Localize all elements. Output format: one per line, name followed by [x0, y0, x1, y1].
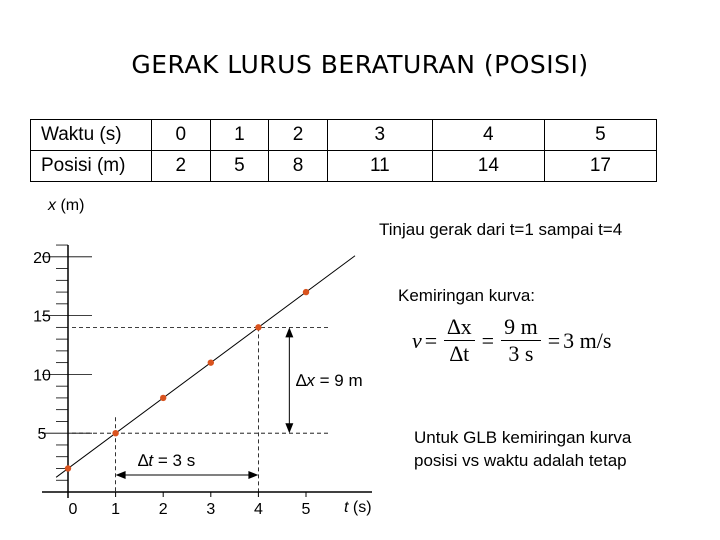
fraction-numerator: 9 m — [501, 314, 541, 341]
delta-symbol: ∆ — [138, 451, 149, 470]
delta-x-label — [296, 371, 363, 391]
table-cell: 2 — [269, 120, 328, 151]
table-cell: 1 — [210, 120, 269, 151]
y-tick-label: 15 — [33, 308, 51, 326]
velocity-symbol: v — [412, 327, 422, 353]
table-cell: 3 — [327, 120, 432, 151]
note-line: Untuk GLB kemiringan kurva — [414, 428, 632, 447]
data-point — [112, 430, 118, 436]
table-cell: 5 — [544, 120, 656, 151]
x-axis-label — [344, 499, 372, 517]
delta-t-var: t — [148, 451, 154, 470]
x-axis-unit: (s) — [352, 499, 372, 516]
x-tick-label: 3 — [206, 501, 216, 518]
fraction-denominator: 3 s — [508, 341, 534, 366]
x-tick-label: 5 — [301, 501, 311, 518]
row-label-position: Posisi (m) — [31, 151, 152, 182]
x-tick-label: 1 — [111, 501, 121, 518]
slope-formula — [412, 314, 611, 367]
equals-sign: = — [481, 327, 495, 353]
arrow-head-left — [116, 471, 126, 479]
data-point — [303, 289, 309, 295]
review-note: Tinjau gerak dari t=1 sampai t=4 — [379, 220, 623, 239]
note-line: posisi vs waktu adalah tetap — [414, 451, 627, 470]
delta-t-label — [138, 451, 195, 471]
page-title: GERAK LURUS BERATURAN (POSISI) — [131, 50, 589, 79]
y-tick-label: 10 — [33, 367, 51, 385]
y-axis-unit: (m) — [60, 197, 85, 214]
equals-sign: = — [424, 327, 438, 353]
delta-t-value: = 3 s — [153, 451, 196, 470]
table-cell: 4 — [432, 120, 544, 151]
x-axis-var: t — [344, 499, 349, 516]
delta-x-value: = 9 m — [314, 371, 363, 390]
data-point — [65, 465, 71, 471]
data-point — [160, 395, 166, 401]
trend-line — [56, 256, 355, 478]
slope-heading: Kemiringan kurva: — [398, 286, 536, 305]
equals-sign: = — [547, 327, 561, 353]
table-cell: 11 — [327, 151, 432, 182]
row-label-time: Waktu (s) — [31, 120, 152, 151]
fraction-numerator: ∆x — [444, 314, 474, 341]
table-cell: 2 — [152, 151, 211, 182]
table-cell: 0 — [152, 120, 211, 151]
table-cell: 17 — [544, 151, 656, 182]
x-tick-label: 0 — [68, 501, 78, 518]
formula-result: 3 m/s — [563, 327, 612, 353]
conclusion-note — [414, 426, 631, 472]
table-cell: 8 — [269, 151, 328, 182]
y-tick-label: 20 — [33, 249, 51, 267]
y-axis-label — [48, 197, 84, 215]
x-tick-label: 4 — [253, 501, 263, 518]
fraction-values — [501, 314, 541, 367]
arrow-head-up — [285, 327, 293, 337]
y-axis-var: x — [48, 197, 56, 214]
arrow-head-right — [248, 471, 258, 479]
y-tick-label: 5 — [37, 426, 47, 444]
arrow-head-down — [285, 423, 293, 433]
table-cell: 5 — [210, 151, 269, 182]
data-point — [208, 359, 214, 365]
x-tick-label: 2 — [158, 501, 168, 518]
data-point — [255, 324, 261, 330]
fraction-delta — [444, 314, 474, 367]
fraction-denominator: ∆t — [449, 341, 470, 366]
delta-x-var: x — [306, 371, 315, 390]
table-cell: 14 — [432, 151, 544, 182]
delta-symbol: ∆ — [296, 371, 307, 390]
